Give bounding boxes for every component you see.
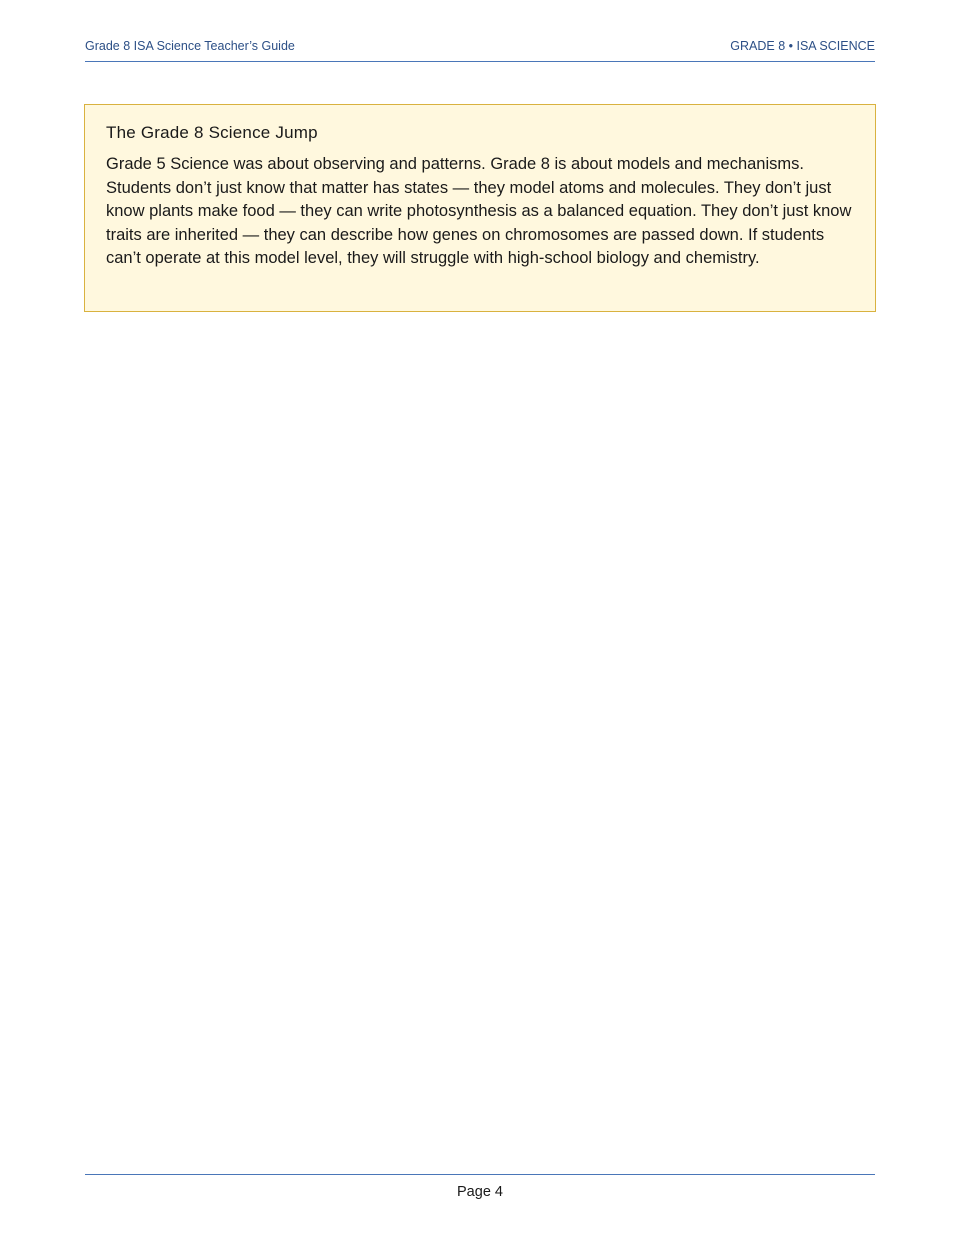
- page-number: Page 4: [457, 1184, 503, 1200]
- header-document-title: Grade 8 ISA Science Teacher’s Guide: [85, 39, 295, 53]
- callout-body: Grade 5 Science was about observing and patterns. Grade 8 is about models and mechanisms. Students don’t just know that matter has states — they model atoms and molecules. They don’t just know plants make food — they can write photosynthesis as a balanced equation. They don’t just know traits are inherited — they can describe how genes on chromosomes are passed down. If students can’t operate at this model level, they will struggle with high-school biology and chemistry.: [106, 155, 852, 268]
- page-header: [85, 38, 875, 62]
- callout-box: [84, 104, 876, 312]
- callout-title: The Grade 8 Science Jump: [106, 123, 318, 142]
- footer-rule: [85, 1174, 875, 1175]
- header-section-label: GRADE 8 • ISA SCIENCE: [730, 39, 875, 53]
